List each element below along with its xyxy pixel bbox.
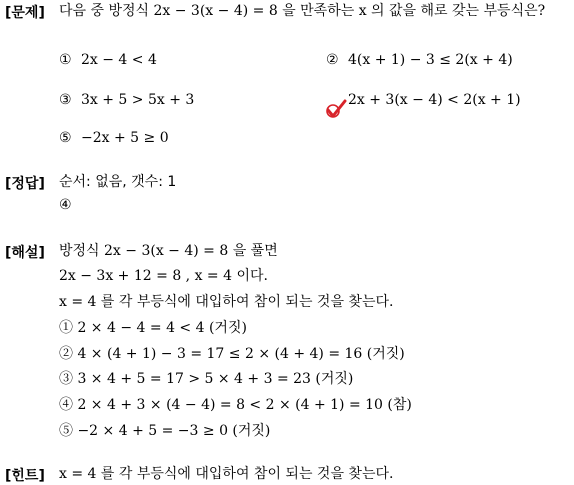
choice-5-text: −2x + 5 ≥ 0: [81, 130, 169, 146]
explanation-line-2: 2x − 3x + 12 = 8 , x = 4 이다.: [59, 268, 268, 284]
choice-1[interactable]: [59, 51, 157, 69]
explanation-line-3: x = 4 를 각 부등식에 대입하여 참이 되는 것을 찾는다.: [59, 294, 394, 310]
explanation-line-6: ③ 3 × 4 + 5 = 17 > 5 × 4 + 3 = 23 (거짓): [59, 371, 354, 387]
choice-5[interactable]: [59, 129, 169, 147]
choice-3-mark: ③: [59, 92, 72, 108]
hint-tag: [힌트]: [5, 468, 45, 484]
explanation-line-5: ② 4 × (4 + 1) − 3 = 17 ≤ 2 × (4 + 4) = 16 (거짓): [59, 346, 405, 362]
explanation-tag: [해설]: [5, 245, 45, 261]
answer-tag: [정답]: [5, 176, 45, 192]
explanation-line-4: ① 2 × 4 − 4 = 4 < 4 (거짓): [59, 320, 247, 336]
problem-tag: [문제]: [5, 5, 45, 21]
choice-5-mark: ⑤: [59, 130, 72, 146]
choice-1-mark: ①: [59, 52, 72, 68]
choice-4-text: 2x + 3(x − 4) < 2(x + 1): [348, 92, 521, 108]
choice-2-text: 4(x + 1) − 3 ≤ 2(x + 4): [348, 52, 513, 68]
choice-2[interactable]: [326, 51, 513, 69]
choice-3-text: 3x + 5 > 5x + 3: [81, 92, 195, 108]
choice-3[interactable]: [59, 91, 194, 109]
explanation-line-8: ⑤ −2 × 4 + 5 = −3 ≥ 0 (거짓): [59, 423, 271, 439]
explanation-line-1: 방정식 2x − 3(x − 4) = 8 을 풀면: [59, 243, 278, 259]
hint-text: x = 4 를 각 부등식에 대입하여 참이 되는 것을 찾는다.: [59, 466, 394, 482]
choice-1-text: 2x − 4 < 4: [81, 52, 157, 68]
answer-summary: 순서: 없음, 갯수: 1: [59, 174, 177, 190]
explanation-line-7: ④ 2 × 4 + 3 × (4 − 4) = 8 < 2 × (4 + 1) = 10 (참): [59, 397, 412, 413]
answer-choice: ④: [59, 197, 72, 213]
choice-4[interactable]: [326, 91, 521, 109]
problem-question: 다음 중 방정식 2x − 3(x − 4) = 8 을 만족하는 x 의 값을 해로 갖는 부등식은?: [59, 3, 546, 19]
choice-2-mark: ②: [326, 52, 339, 68]
